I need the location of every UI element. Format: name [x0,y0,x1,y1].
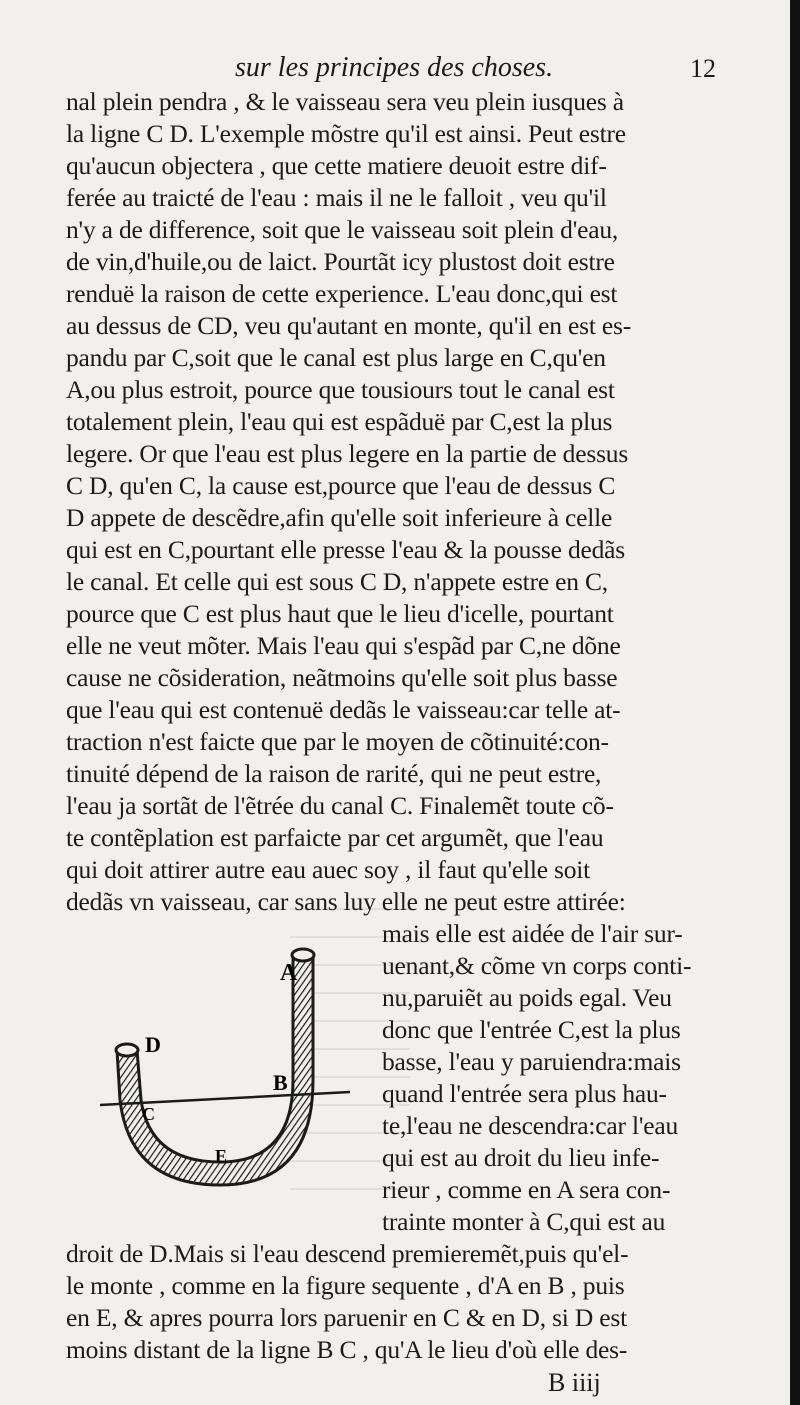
page-edge-shadow [790,0,800,1405]
figure-label-b: B [273,1070,288,1095]
text-line: elle ne veut mõter. Mais l'eau qui s'espãd par C,ne dõne [66,631,621,660]
text-line: pource que C est plus haut que le lieu d'icelle, pourtant [66,599,614,628]
text-line: le canal. Et celle qui est sous C D, n'appete estre en C, [66,567,608,596]
signature-mark: B iiij [548,1368,601,1397]
text-line: ferée au traicté de l'eau : mais il ne le falloit , veu qu'il [66,183,607,212]
text-line-beside-figure: qui est au droit du lieu infe- [382,1143,660,1172]
text-line-beside-figure: quand l'entrée sera plus hau- [382,1079,667,1108]
text-line-beside-figure: mais elle est aidée de l'air sur- [382,919,683,948]
figure-label-d: D [145,1032,161,1057]
text-line: qui est en C,pourtant elle presse l'eau & la pousse dedãs [66,535,626,564]
text-line: pandu par C,soit que le canal est plus large en C,qu'en [66,343,606,372]
text-line: le monte , comme en la figure sequente , d'A en B , puis [66,1271,625,1300]
running-title: sur les principes des choses. [235,52,554,83]
text-line: qu'aucun objectera , que cette matiere deuoit estre dif- [66,151,607,180]
text-line: qui doit attirer autre eau auec soy , il faut qu'elle soit [66,855,591,884]
text-line-beside-figure: uenant,& cõme vn corps conti- [382,951,692,980]
text-line-beside-figure: basse, l'eau y paruiendra:mais [382,1047,681,1076]
text-line-beside-figure: nu,paruiẽt au poids egal. Veu [382,983,672,1012]
text-line-beside-figure: donc que l'entrée C,est la plus [382,1015,681,1044]
text-line: te contẽplation est parfaicte par cet argumẽt, que l'eau [66,823,604,852]
text-line: de vin,d'huile,ou de laict. Pourtãt icy plustost doit estre [66,247,615,276]
text-line: droit de D.Mais si l'eau descend premieremẽt,puis qu'el- [66,1239,629,1268]
tube-mouth-d [116,1044,138,1056]
text-line-beside-figure: te,l'eau ne descendra:car l'eau [382,1111,679,1140]
text-line-beside-figure: rieur , comme en A sera con- [382,1175,671,1204]
text-line: nal plein pendra , & le vaisseau sera veu plein iusques à [66,87,624,116]
text-line: moins distant de la ligne B C , qu'A le lieu d'où elle des- [66,1335,628,1364]
text-line: la ligne C D. L'exemple mõstre qu'il est ainsi. Peut estre [66,119,626,148]
text-line: n'y a de difference, soit que le vaisseau soit plein d'eau, [66,215,619,244]
text-line: traction n'est faicte que par le moyen de cõtinuité:con- [66,727,609,756]
figure-label-c: C [142,1104,155,1124]
text-line: totalement plein, l'eau qui est espãduë par C,est la plus [66,407,613,436]
figure-label-e: E [215,1146,228,1166]
text-line: au dessus de CD, veu qu'autant en monte, qu'il en est es- [66,311,632,340]
text-line: legere. Or que l'eau est plus legere en la partie de dessus [66,439,629,468]
text-line: dedãs vn vaisseau, car sans luy elle ne peut estre attirée: [66,887,626,916]
text-line: D appete de descẽdre,afin qu'elle soit inferieure à celle [66,503,613,532]
text-line: en E, & apres pourra lors paruenir en C & en D, si D est [66,1303,627,1332]
page-number: 12 [690,54,716,83]
text-line: l'eau ja sortãt de l'ẽtrée du canal C. Finalemẽt toute cõ- [66,791,614,820]
text-line: A,ou plus estroit, pource que tousiours tout le canal est [66,375,615,404]
figure-label-a: A [280,960,298,986]
text-line: renduë la raison de cette experience. L'eau donc,qui est [66,279,618,308]
text-line: que l'eau qui est contenuë dedãs le vaisseau:car telle at- [66,695,621,724]
text-line: C D, qu'en C, la cause est,pource que l'eau de dessus C [66,471,616,500]
text-line: tinuité dépend de la raison de rarité, qui ne peut estre, [66,759,602,788]
text-line-beside-figure: trainte monter à C,qui est au [382,1207,666,1236]
u-tube-siphon-figure [95,930,370,1200]
text-line: cause ne cõsideration, neãtmoins qu'elle soit plus basse [66,663,618,692]
